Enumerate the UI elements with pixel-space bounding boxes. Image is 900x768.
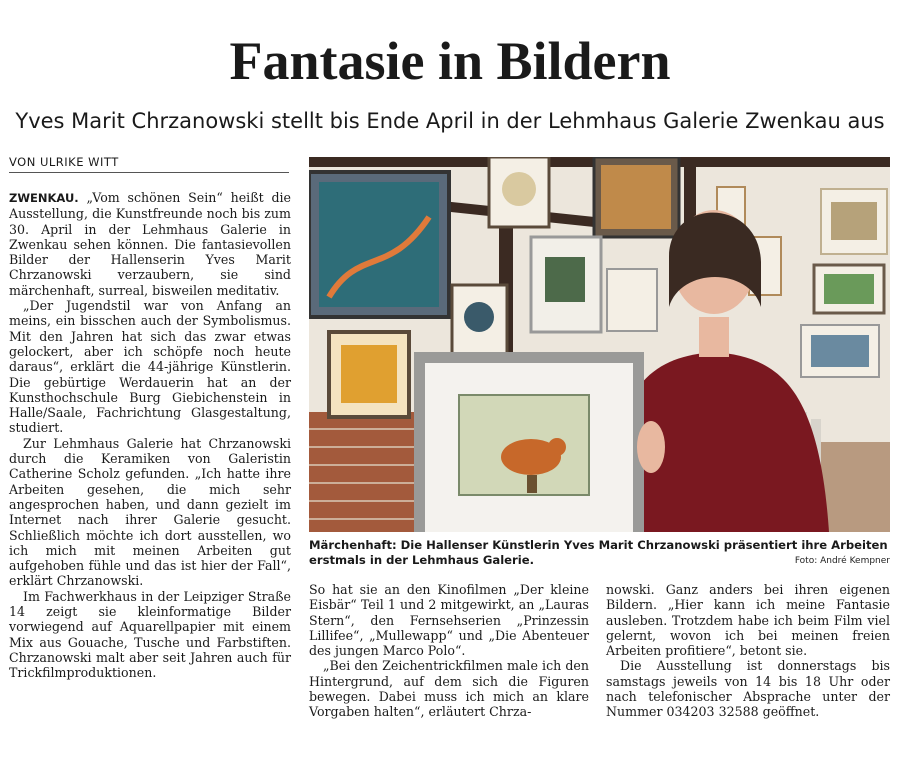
article-column-middle bbox=[309, 582, 589, 720]
byline: VON ULRIKE WITT bbox=[9, 155, 119, 169]
paragraph: Zur Lehmhaus Galerie hat Chrzanowski durch die Keramiken von Galeristin Catherine Scholz gefunden. „Ich hatte ihre Arbeiten gesehen, die mich sehr angesprochen haben, und dann gezielt im Internet nach ihrer Galerie gesucht. Schließlich möchte ich dort ausstellen, wo ich mich mit meinen Arbeiten gut aufgehoben fühle und das ist hier der Fall“, erklärt Chrzanowski. bbox=[9, 435, 291, 589]
paragraph: nowski. Ganz anders bei ihren eigenen Bildern. „Hier kann ich meine Fantasie ausleben. Trotzdem habe ich beim Film viel gelernt, wovon ich bei meinen freien Arbeiten profitiere“, betont sie. bbox=[606, 582, 890, 659]
paragraph-text: „Vom schönen Sein“ heißt die Ausstellung, die Kunstfreunde noch bis zum 30. April in der Lehmhaus Galerie in Zwenkau sehen können. Die fantasievollen Bilder der Hallenserin Yves Marit Chrzanowski verzaubern, sie sind märchenhaft, surreal, bisweilen meditativ. bbox=[9, 190, 291, 298]
dateline: ZWENKAU. bbox=[9, 191, 79, 205]
headline: Fantasie in Bildern bbox=[229, 31, 671, 91]
paragraph: Im Fachwerkhaus in der Leipziger Straße 14 zeigt sie kleinformatige Bilder vorwiegend auf Aquarellpapier mit einem Mix aus Gouache, Tusche und Farbstiften. Chrzanowski malt aber seit Jahren auch für Trickfilmproduktionen. bbox=[9, 588, 291, 681]
article-photo bbox=[309, 157, 890, 532]
paragraph: „Der Jugendstil war von Anfang an meins, ein bisschen auch der Symbolismus. Mit den Jahren hat sich das zwar etwas gelockert, aber ich schöpfe noch heute daraus“, erklärt die 44-jährige Künstlerin. Die gebürtige Werdauerin hat an der Kunsthochschule Burg Giebichenstein in Halle/Saale, Fachrichtung Glasgestaltung, studiert. bbox=[9, 298, 291, 436]
subheadline: Yves Marit Chrzanowski stellt bis Ende April in der Lehmhaus Galerie Zwenkau aus bbox=[15, 109, 885, 133]
paragraph: „Bei den Zeichentrickfilmen male ich den Hintergrund, auf dem sich die Figuren bewegen. Dabei muss ich mich an klare Vorgaben halten“, erläutert Chrza- bbox=[309, 658, 589, 720]
paragraph bbox=[9, 190, 291, 298]
photo-credit: Foto: André Kempner bbox=[794, 556, 890, 566]
article-column-left bbox=[9, 190, 291, 681]
byline-rule bbox=[9, 172, 289, 173]
paragraph: Die Ausstellung ist donnerstags bis samstags jeweils von 14 bis 18 Uhr oder nach telefonischer Absprache unter der Nummer 034203 32588 geöffnet. bbox=[606, 658, 890, 720]
paragraph: So hat sie an den Kinofilmen „Der kleine Eisbär“ Teil 1 und 2 mitgewirkt, an „Lauras Stern“, den Fernsehserien „Prinzessin Lillifee“, „Mullewapp“ und „Die Abenteuer des jungen Marco Polo“. bbox=[309, 582, 589, 659]
gallery-photo-illustration bbox=[309, 157, 890, 532]
photo-caption: Märchenhaft: Die Hallenser Künstlerin Yves Marit Chrzanowski präsentiert ihre Arbeiten erstmals in der Lehmhaus Galerie. bbox=[309, 538, 888, 567]
article-column-right bbox=[606, 582, 890, 720]
